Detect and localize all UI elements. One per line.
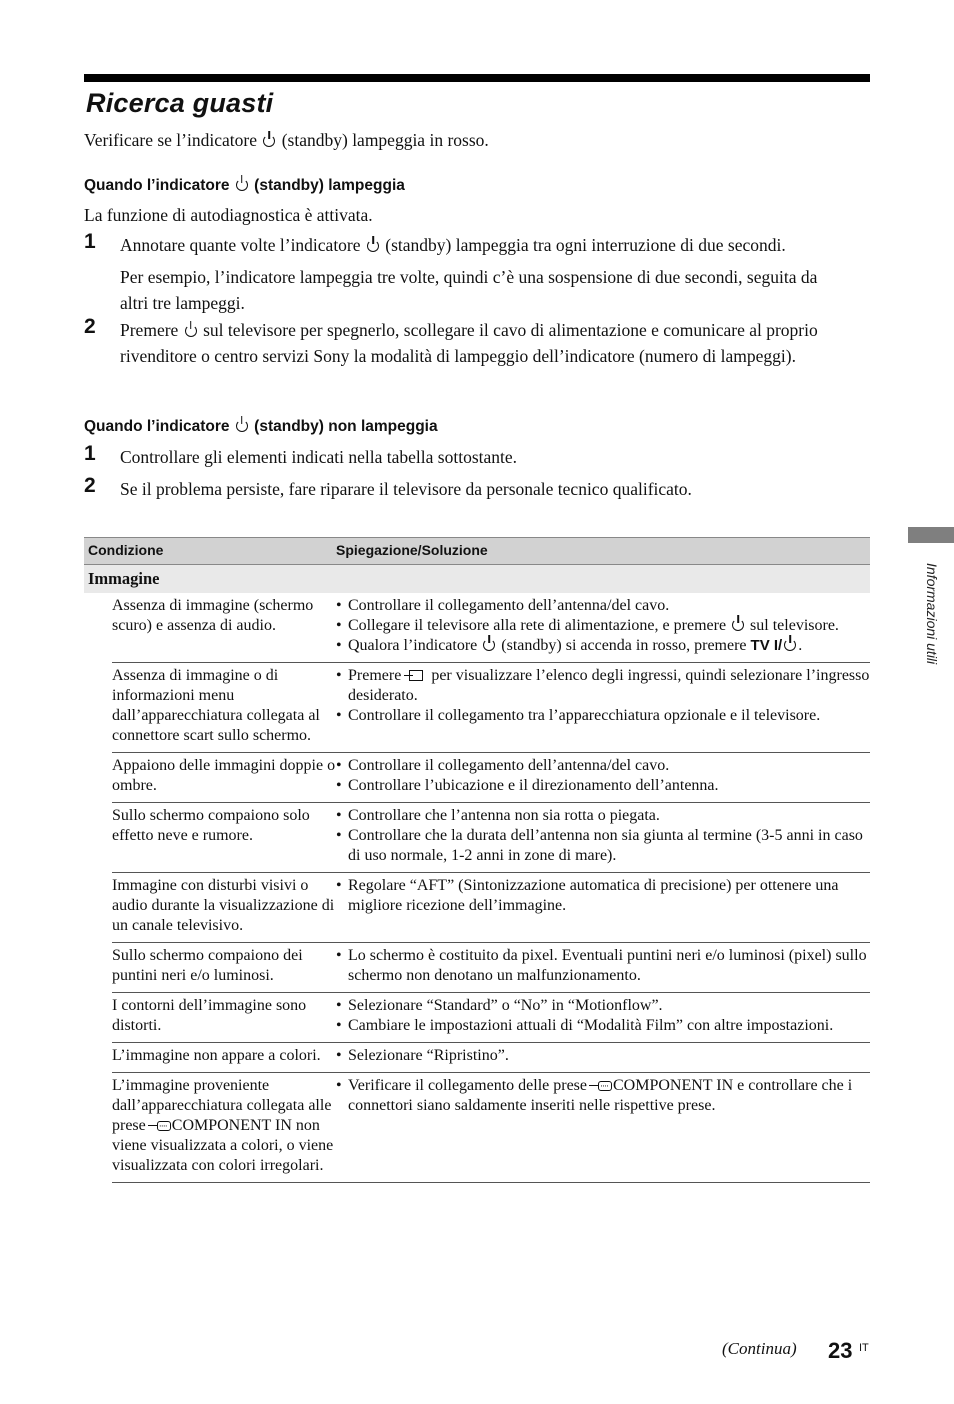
section1-heading-before: Quando l’indicatore bbox=[84, 177, 230, 194]
solution-text: per visualizzare l’elenco degli ingressi, quindi selezionare l’ingresso desiderato. bbox=[348, 667, 870, 704]
condition-cell: L’immagine non appare a colori. bbox=[112, 1047, 321, 1064]
power-standby-icon bbox=[185, 325, 197, 337]
page-title: Ricerca guasti bbox=[86, 88, 274, 118]
solution-item: • Cambiare le impostazioni attuali di “Modalità Film” con altre impostazioni. bbox=[336, 1016, 870, 1036]
step-text: Se il problema persiste, fare riparare il televisore da personale tecnico qualificato. bbox=[120, 479, 692, 499]
step-number: 1 bbox=[84, 230, 96, 253]
solution-item: • Controllare che l’antenna non sia rotta o piegata. bbox=[336, 806, 870, 826]
solution-cell bbox=[336, 666, 870, 746]
language-code: IT bbox=[859, 1342, 869, 1354]
power-standby-icon bbox=[784, 639, 796, 651]
title-rule bbox=[84, 74, 870, 82]
solution-item: • Controllare il collegamento dell’antenna/del cavo. bbox=[336, 596, 870, 616]
solution-text: Verificare il collegamento delle prese bbox=[348, 1077, 587, 1094]
table-row bbox=[112, 803, 870, 873]
solution-item: • Controllare il collegamento tra l’apparecchiatura opzionale e il televisore. bbox=[336, 706, 870, 726]
section1-step-2 bbox=[84, 317, 874, 369]
condition-cell: Sullo schermo compaiono dei puntini neri e/o luminosi. bbox=[112, 947, 303, 984]
chapter-tab-marker bbox=[908, 527, 954, 543]
step1-extra: Per esempio, l’indicatore lampeggia tre volte, quindi c’è una sospensione di due secondi, seguita da altri tre lampeggi. bbox=[120, 267, 818, 313]
solution-cell bbox=[336, 996, 870, 1036]
condition-cell: Assenza di immagine (schermo scuro) e assenza di audio. bbox=[112, 597, 314, 634]
condition-cell: Sullo schermo compaiono solo effetto neve e rumore. bbox=[112, 807, 310, 844]
solution-cell bbox=[336, 756, 870, 796]
intro-after: (standby) lampeggia in rosso. bbox=[281, 130, 489, 150]
tv-power-key-label: TV I/ bbox=[750, 637, 783, 654]
continued-label: (Continua) bbox=[722, 1339, 797, 1358]
solution-text: COMPONENT IN e controllare che i connettori siano saldamente inseriti nelle rispettive prese. bbox=[348, 1077, 853, 1114]
power-standby-icon bbox=[483, 639, 495, 651]
table-row bbox=[112, 663, 870, 753]
solution-item bbox=[336, 1076, 870, 1116]
column-header-solution: Spiegazione/Soluzione bbox=[336, 542, 488, 558]
intro-before: Verificare se l’indicatore bbox=[84, 130, 257, 150]
solution-cell bbox=[336, 1076, 870, 1176]
solution-item bbox=[336, 636, 870, 656]
section2-heading-after: (standby) non lampeggia bbox=[254, 418, 438, 435]
section2-heading bbox=[84, 418, 438, 436]
solution-text: Premere bbox=[348, 667, 402, 684]
solution-text: Qualora l’indicatore bbox=[348, 637, 478, 654]
intro-text bbox=[84, 130, 489, 151]
chapter-side-label: Informazioni utili bbox=[924, 563, 940, 665]
solution-cell bbox=[336, 596, 870, 656]
table-row bbox=[112, 753, 870, 803]
solution-cell bbox=[336, 876, 870, 936]
step2-before: Premere bbox=[120, 320, 179, 340]
solution-cell bbox=[336, 1046, 870, 1066]
step-number: 1 bbox=[84, 442, 96, 465]
table-row bbox=[112, 943, 870, 993]
power-standby-icon bbox=[236, 179, 248, 191]
section1-step-1 bbox=[84, 232, 874, 316]
solution-text: sul televisore. bbox=[750, 617, 839, 634]
component-input-icon bbox=[598, 1081, 612, 1091]
column-header-condition: Condizione bbox=[88, 542, 164, 558]
solution-cell bbox=[336, 946, 870, 986]
condition-cell: Appaiono delle immagini doppie o ombre. bbox=[112, 757, 336, 794]
power-standby-icon bbox=[367, 240, 379, 252]
step-text: Controllare gli elementi indicati nella tabella sottostante. bbox=[120, 447, 518, 467]
section1-paragraph: La funzione di autodiagnostica è attivata. bbox=[84, 205, 373, 225]
solution-item: • Controllare che la durata dell’antenna non sia giunta al termine (3-5 anni in caso di uso normale, 1-2 anni in zone di mare). bbox=[336, 826, 870, 866]
table-row bbox=[112, 1073, 870, 1183]
table-row bbox=[112, 993, 870, 1043]
solution-item: • Selezionare “Standard” o “No” in “Motionflow”. bbox=[336, 996, 870, 1016]
solution-item: • Selezionare “Ripristino”. bbox=[336, 1046, 870, 1066]
input-icon bbox=[409, 670, 423, 681]
power-standby-icon bbox=[263, 135, 275, 147]
solution-item: • Lo schermo è costituito da pixel. Eventuali puntini neri e/o luminosi (pixel) sullo schermo non denotano un malfunzionamento. bbox=[336, 946, 870, 986]
table-row bbox=[112, 873, 870, 943]
step-number: 2 bbox=[84, 474, 96, 497]
solution-cell bbox=[336, 806, 870, 866]
section2-step-1 bbox=[84, 444, 874, 470]
solution-item: • Controllare il collegamento dell’antenna/del cavo. bbox=[336, 756, 870, 776]
step-text bbox=[120, 232, 874, 258]
condition-text: L’immagine proveniente dall’apparecchiatura collegata alle prese bbox=[112, 1077, 332, 1134]
step1-after: (standby) lampeggia tra ogni interruzione di due secondi. bbox=[385, 235, 786, 255]
table-row bbox=[112, 593, 870, 663]
solution-text: Collegare il televisore alla rete di alimentazione, e premere bbox=[348, 617, 727, 634]
condition-cell: I contorni dell’immagine sono distorti. bbox=[112, 997, 307, 1034]
step-number: 2 bbox=[84, 315, 96, 338]
step2-after: sul televisore per spegnerlo, scollegare il cavo di alimentazione e comunicare al proprio rivenditore o centro servizi Sony la modalità di lampeggio dell’indicatore (numero di lampeggi). bbox=[120, 320, 818, 366]
step1-before: Annotare quante volte l’indicatore bbox=[120, 235, 361, 255]
section1-heading-after: (standby) lampeggia bbox=[254, 177, 405, 194]
solution-text: . bbox=[798, 637, 803, 654]
troubleshooting-table bbox=[84, 537, 870, 1183]
step-text bbox=[120, 317, 870, 369]
component-input-icon bbox=[157, 1121, 171, 1131]
page-number: 23 bbox=[828, 1338, 853, 1363]
condition-cell: Immagine con disturbi visivi o audio durante la visualizzazione di un canale televisivo. bbox=[112, 877, 335, 934]
condition-cell bbox=[112, 1076, 336, 1176]
power-standby-icon bbox=[236, 420, 248, 432]
solution-item bbox=[336, 616, 870, 636]
table-row bbox=[112, 1043, 870, 1073]
solution-item: • Controllare l’ubicazione e il direzionamento dell’antenna. bbox=[336, 776, 870, 796]
condition-cell: Assenza di immagine o di informazioni menu dall’apparecchiatura collegata al connettore scart sullo schermo. bbox=[112, 667, 320, 744]
solution-item: • Regolare “AFT” (Sintonizzazione automatica di precisione) per ottenere una migliore ricezione dell’immagine. bbox=[336, 876, 870, 916]
table-section-row bbox=[84, 565, 870, 593]
section2-heading-before: Quando l’indicatore bbox=[84, 418, 230, 435]
table-header bbox=[84, 537, 870, 565]
section2-step-2 bbox=[84, 476, 874, 502]
solution-item bbox=[336, 666, 870, 706]
table-section-label: Immagine bbox=[88, 569, 160, 588]
section1-heading bbox=[84, 177, 405, 195]
power-standby-icon bbox=[732, 619, 744, 631]
condition-text: COMPONENT IN non viene visualizzata a colori, o viene visualizzata con colori irregolari. bbox=[112, 1117, 334, 1174]
solution-text: (standby) si accenda in rosso, premere bbox=[501, 637, 747, 654]
